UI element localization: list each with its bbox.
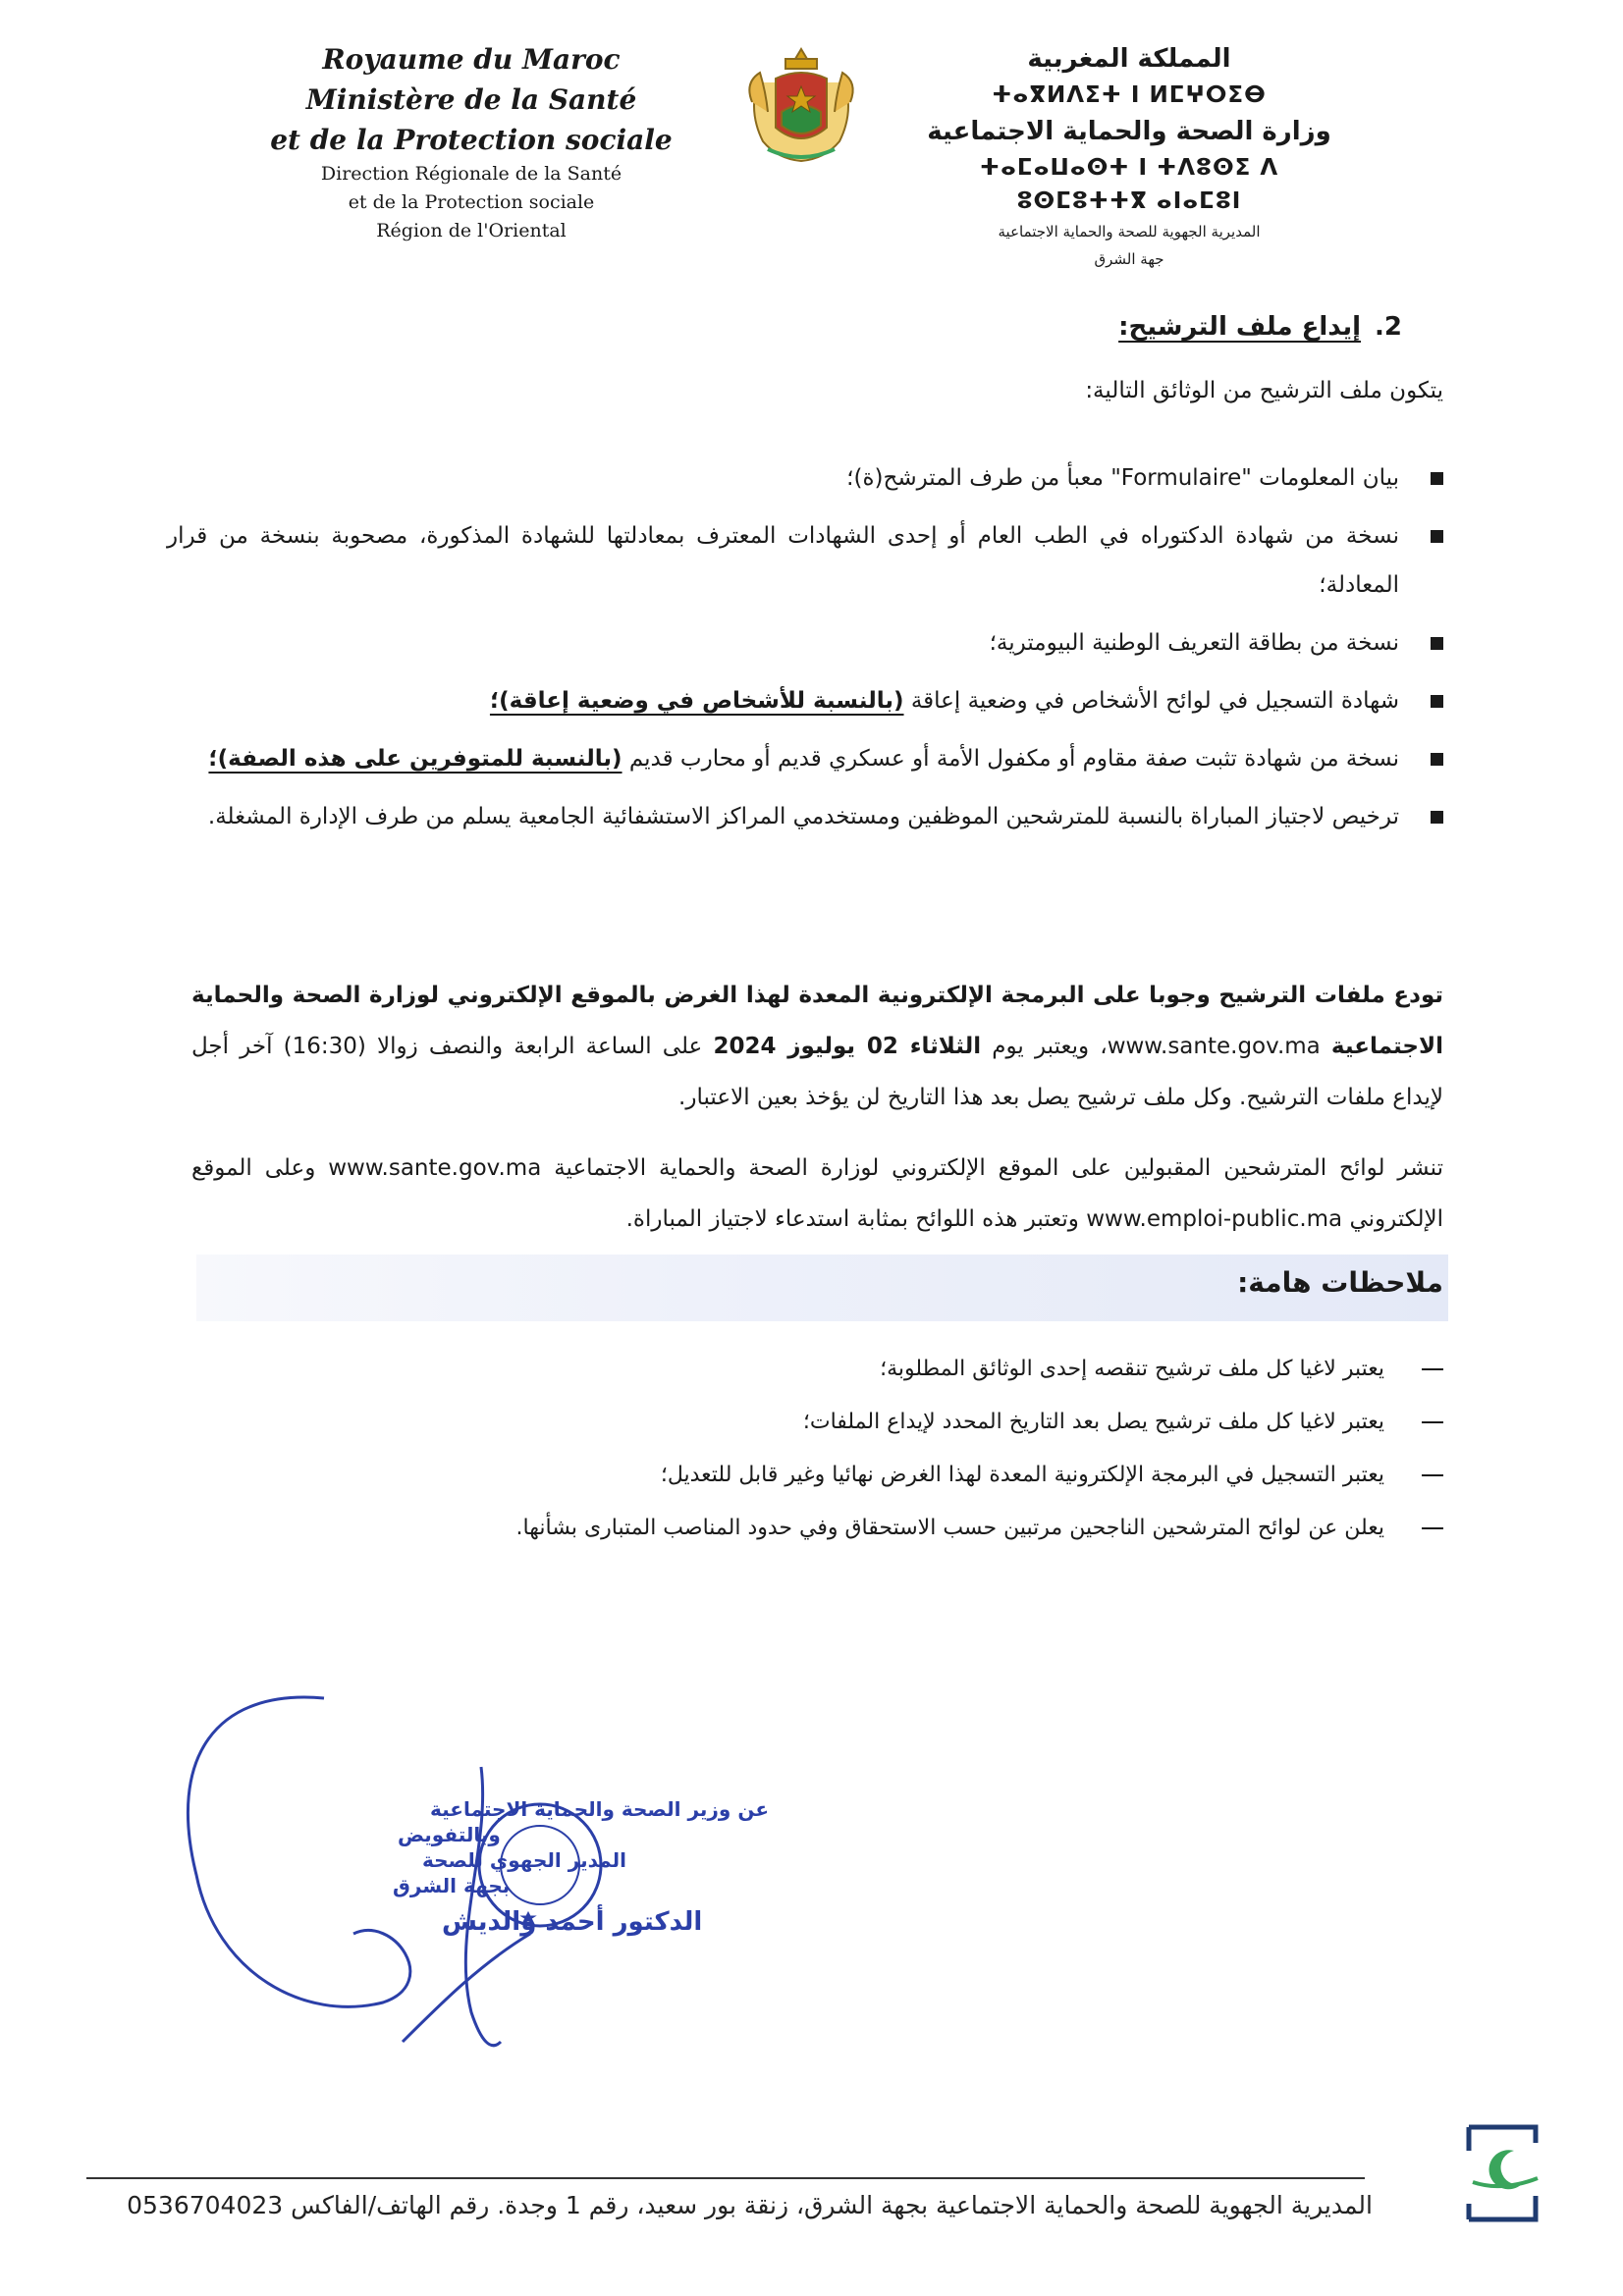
ministry-title-tifinagh: ⵜⴰⵎⴰⵡⴰⵙⵜ ⵏ ⵜⴷⵓⵙⵉ ⴷ ⵓⵙⵎⵓⵜⵜⴳ ⴰⵏⴰⵎⵓⵏ bbox=[979, 155, 1279, 214]
ministry-title-ar: وزارة الصحة والحماية الاجتماعية bbox=[927, 117, 1331, 146]
section-number: 2. bbox=[1375, 312, 1402, 342]
kingdom-title-fr: Royaume du Maroc bbox=[322, 43, 621, 76]
stamp-line-3: المدير الجهوي للصحة bbox=[422, 1848, 626, 1872]
dash-bullet-icon bbox=[1422, 1421, 1443, 1423]
footer-phone: 0536704023 bbox=[127, 2191, 284, 2219]
notes-title: ملاحظات هامة: bbox=[1237, 1266, 1443, 1299]
header-french bbox=[245, 39, 697, 245]
ministry-logo-icon bbox=[1463, 2123, 1542, 2223]
official-stamp-signature bbox=[157, 1679, 769, 2071]
square-bullet-icon bbox=[1431, 811, 1443, 824]
square-bullet-icon bbox=[1431, 637, 1443, 650]
stamp-line-1: عن وزير الصحة والحماية الاجتماعية bbox=[430, 1797, 769, 1821]
publication-website-link[interactable]: www.sante.gov.ma bbox=[328, 1155, 542, 1181]
dash-bullet-icon bbox=[1422, 1368, 1443, 1370]
direction-line2-fr: et de la Protection sociale bbox=[348, 191, 595, 213]
list-item: يعتبر لاغيا كل ملف ترشيح يصل بعد التاريخ المحدد لإيداع الملفات؛ bbox=[216, 1396, 1443, 1449]
section-heading bbox=[1118, 312, 1402, 342]
signature-scribble-icon bbox=[188, 1697, 409, 2006]
list-item: نسخة من شهادة تثبت صفة مقاوم أو مكفول الأمة أو عسكري قديم أو محارب قديم (بالنسبة للمتوفرين على هذه الصفة)؛ bbox=[167, 734, 1443, 783]
list-item: بيان المعلومات "Formulaire" معبأ من طرف المترشح(ة)؛ bbox=[167, 454, 1443, 503]
square-bullet-icon bbox=[1431, 695, 1443, 708]
list-item: يعلن عن لوائح المترشحين الناجحين مرتبين حسب الاستحقاق وفي حدود المناصب المتبارى بشأنها. bbox=[216, 1502, 1443, 1555]
footer-divider bbox=[86, 2177, 1365, 2179]
stamp-line-2: وبالتفويض bbox=[398, 1823, 501, 1846]
direction-line-fr: Direction Régionale de la Santé bbox=[320, 163, 622, 185]
region-line-ar: جهة الشرق bbox=[1094, 250, 1164, 268]
section-intro: يتكون ملف الترشيح من الوثائق التالية: bbox=[1085, 378, 1443, 403]
list-item: نسخة من بطاقة التعريف الوطنية البيومترية؛ bbox=[167, 618, 1443, 667]
square-bullet-icon bbox=[1431, 753, 1443, 766]
deposit-bold-text: تودع ملفات الترشيح وجوبا على البرمجة الإلكترونية المعدة لهذا الغرض بالموقع الإلكتروني لوزارة الصحة والحماية الاجتماعية bbox=[191, 983, 1444, 1059]
emploi-public-link[interactable]: www.emploi-public.ma bbox=[1086, 1206, 1343, 1232]
header-arabic bbox=[918, 39, 1340, 273]
direction-line-ar: المديرية الجهوية للصحة والحماية الاجتماعية bbox=[998, 223, 1261, 240]
dash-bullet-icon bbox=[1422, 1474, 1443, 1476]
ministry-subtitle-fr: et de la Protection sociale bbox=[270, 124, 673, 156]
signatory-name: الدكتور أحمد والديش bbox=[442, 1907, 703, 1937]
kingdom-title-ar: المملكة المغربية bbox=[1027, 44, 1231, 74]
stamp-line-4: بجهة الشرق bbox=[393, 1874, 511, 1897]
documents-list bbox=[167, 454, 1443, 850]
deposit-deadline-date: الثلاثاء 02 يوليوز 2024 bbox=[713, 1034, 982, 1059]
notes-list bbox=[216, 1343, 1443, 1555]
square-bullet-icon bbox=[1431, 472, 1443, 485]
region-line-fr: Région de l'Oriental bbox=[376, 220, 567, 241]
ministry-title-fr: Ministère de la Santé bbox=[305, 83, 637, 116]
deposit-paragraph: تودع ملفات الترشيح وجوبا على البرمجة الإلكترونية المعدة لهذا الغرض بالموقع الإلكتروني لوزارة الصحة والحماية الاجتماعية www.sante.gov.ma، ويعتبر يوم الثلاثاء 02 يوليوز 2024 على الساعة الرابعة والنصف زوالا (16:30) آخر أجل لإيداع ملفات الترشيح. وكل ملف ترشيح يصل بعد هذا التاريخ لن يؤخذ بعين الاعتبار. bbox=[191, 983, 1444, 1110]
list-item: نسخة من شهادة الدكتوراه في الطب العام أو إحدى الشهادات المعترف بمعادلتها للشهادة المذكورة، مصحوبة بنسخة من قرار المعادلة؛ bbox=[167, 511, 1443, 610]
square-bullet-icon bbox=[1431, 530, 1443, 543]
list-item: يعتبر لاغيا كل ملف ترشيح تنقصه إحدى الوثائق المطلوبة؛ bbox=[216, 1343, 1443, 1396]
footer-address: المديرية الجهوية للصحة والحماية الاجتماعية بجهة الشرق، زنقة بور سعيد، رقم 1 وجدة. رقم الهاتف/الفاكس 0536704023 bbox=[127, 2191, 1373, 2219]
publication-paragraph: تنشر لوائح المترشحين المقبولين على الموقع الإلكتروني لوزارة الصحة والحماية الاجتماعية www.sante.gov.ma وعلى الموقع الإلكتروني www.emploi-public.ma وتعتبر هذه اللوائح بمثابة استدعاء لاجتياز المباراة. bbox=[191, 1155, 1443, 1232]
dash-bullet-icon bbox=[1422, 1527, 1443, 1529]
list-item: شهادة التسجيل في لوائح الأشخاص في وضعية إعاقة (بالنسبة للأشخاص في وضعية إعاقة)؛ bbox=[167, 676, 1443, 725]
kingdom-title-tifinagh: ⵜⴰⴳⵍⴷⵉⵜ ⵏ ⵍⵎⵖⵔⵉⴱ bbox=[992, 82, 1267, 108]
list-item: يعتبر التسجيل في البرمجة الإلكترونية المعدة لهذا الغرض نهائيا وغير قابل للتعديل؛ bbox=[216, 1449, 1443, 1502]
deposit-website-link[interactable]: www.sante.gov.ma bbox=[1107, 1034, 1321, 1059]
coat-of-arms-icon bbox=[738, 43, 864, 169]
section-title: إيداع ملف الترشيح: bbox=[1118, 312, 1362, 342]
list-item: ترخيص لاجتياز المباراة بالنسبة للمترشحين الموظفين ومستخدمي المراكز الاستشفائية الجامعية يسلم من طرف الإدارة المشغلة. bbox=[167, 792, 1443, 841]
